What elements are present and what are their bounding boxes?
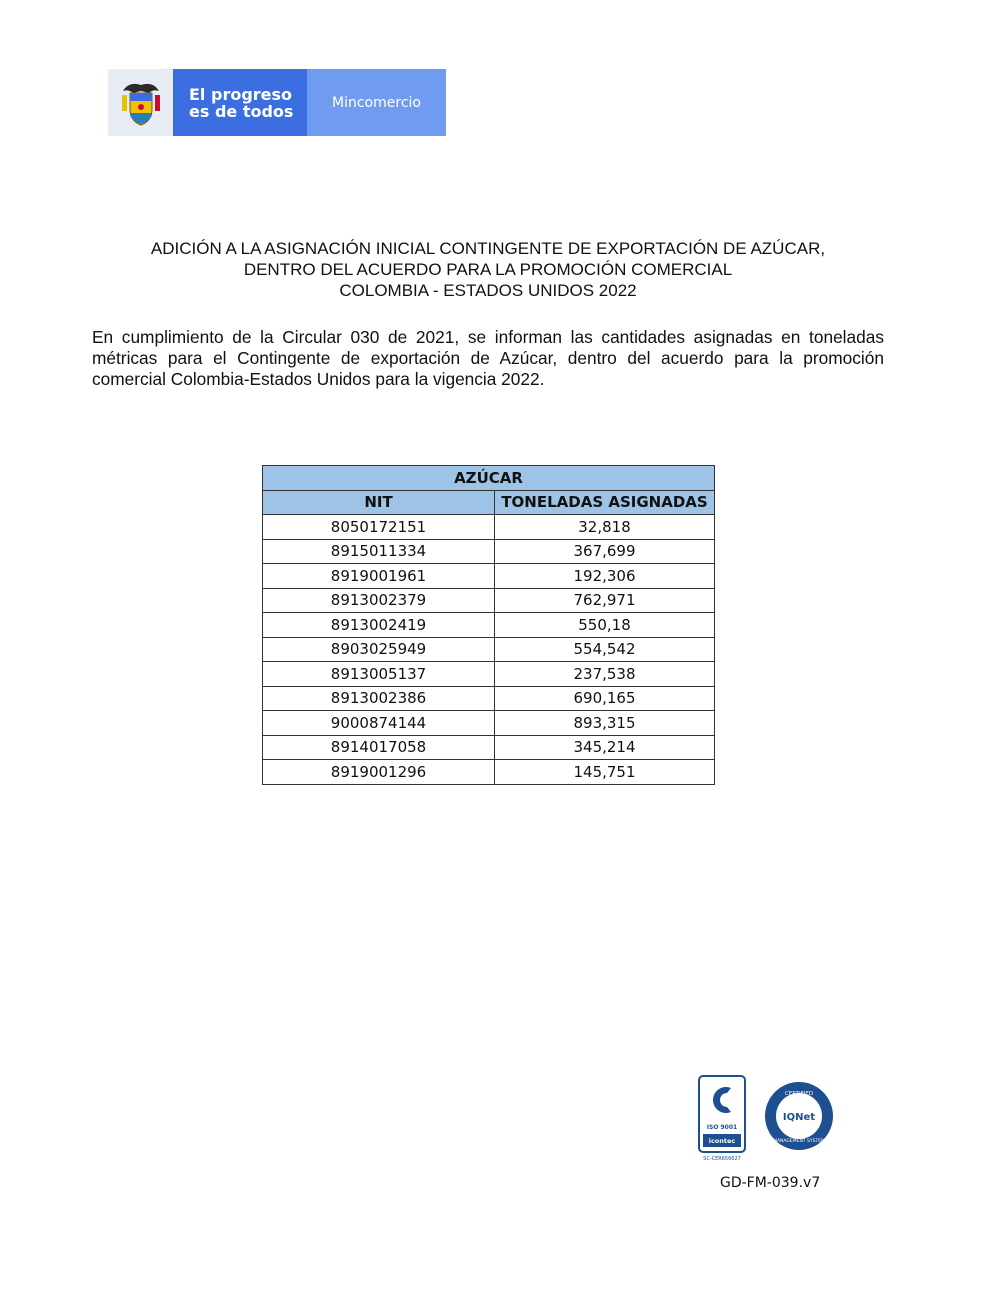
ministry-logo (307, 69, 446, 136)
slogan-line-1: El progreso (189, 84, 293, 104)
certification-logos (696, 1074, 836, 1164)
table-caption-row (263, 466, 715, 491)
cell-nit: 8913002386 (263, 686, 495, 711)
cell-nit: 8050172151 (263, 515, 495, 540)
cell-nit: 9000874144 (263, 711, 495, 736)
table-header-row (263, 490, 715, 515)
table-row (263, 539, 715, 564)
table-row (263, 515, 715, 540)
form-code: GD-FM-039.v7 (720, 1175, 821, 1191)
cell-toneladas: 345,214 (495, 735, 715, 760)
table-row (263, 637, 715, 662)
table-row (263, 711, 715, 736)
table-row (263, 686, 715, 711)
cell-toneladas: 690,165 (495, 686, 715, 711)
table-row (263, 613, 715, 638)
cell-toneladas: 893,315 (495, 711, 715, 736)
icontec-code: SC-CER656627 (703, 1156, 741, 1162)
cell-toneladas: 145,751 (495, 760, 715, 785)
title-line-3: COLOMBIA - ESTADOS UNIDOS 2022 (339, 281, 637, 300)
icontec-seal-icon (699, 1076, 745, 1162)
table-row (263, 662, 715, 687)
title-line-2: DENTRO DEL ACUERDO PARA LA PROMOCIÓN COMERCIAL (243, 260, 733, 279)
cell-nit: 8919001296 (263, 760, 495, 785)
document-title (100, 238, 876, 301)
cell-nit: 8913002379 (263, 588, 495, 613)
table-row (263, 760, 715, 785)
cell-toneladas: 554,542 (495, 637, 715, 662)
cell-nit: 8913005137 (263, 662, 495, 687)
header-toneladas: TONELADAS ASIGNADAS (495, 490, 715, 515)
slogan-line-2: es de todos (189, 101, 294, 121)
cell-nit: 8914017058 (263, 735, 495, 760)
cell-toneladas: 367,699 (495, 539, 715, 564)
coat-of-arms-icon (108, 69, 173, 136)
slogan-logo (173, 69, 307, 136)
cell-nit: 8913002419 (263, 613, 495, 638)
iso-label: ISO 9001 (706, 1124, 738, 1131)
iqnet-ring-top: CERTIFIED (784, 1091, 814, 1097)
iqnet-seal-icon (765, 1082, 833, 1150)
cell-toneladas: 762,971 (495, 588, 715, 613)
intro-paragraph: En cumplimiento de la Circular 030 de 2021, se informan las cantidades asignadas en toneladas métricas para el Contingente de exportación de Azúcar, dentro del acuerdo para la promoción comercial Colombia-Estados Unidos para la vigencia 2022. (92, 327, 884, 389)
header-nit: NIT (263, 490, 495, 515)
cell-nit: 8915011334 (263, 539, 495, 564)
table-row (263, 588, 715, 613)
header-banner (108, 69, 446, 136)
iqnet-brand: IQNet (782, 1112, 816, 1123)
quota-table (262, 465, 715, 785)
cell-toneladas: 192,306 (495, 564, 715, 589)
icontec-brand: icontec (708, 1137, 736, 1145)
cell-toneladas: 237,538 (495, 662, 715, 687)
title-line-1: ADICIÓN A LA ASIGNACIÓN INICIAL CONTINGENTE DE EXPORTACIÓN DE AZÚCAR, (150, 239, 826, 258)
cell-toneladas: 32,818 (495, 515, 715, 540)
table-row (263, 564, 715, 589)
table-caption: AZÚCAR (263, 466, 715, 491)
iqnet-ring-bottom: MANAGEMENT SYSTEM (773, 1139, 825, 1144)
cell-nit: 8919001961 (263, 564, 495, 589)
ministry-name: Mincomercio (332, 94, 421, 111)
cell-toneladas: 550,18 (495, 613, 715, 638)
table-row (263, 735, 715, 760)
cell-nit: 8903025949 (263, 637, 495, 662)
